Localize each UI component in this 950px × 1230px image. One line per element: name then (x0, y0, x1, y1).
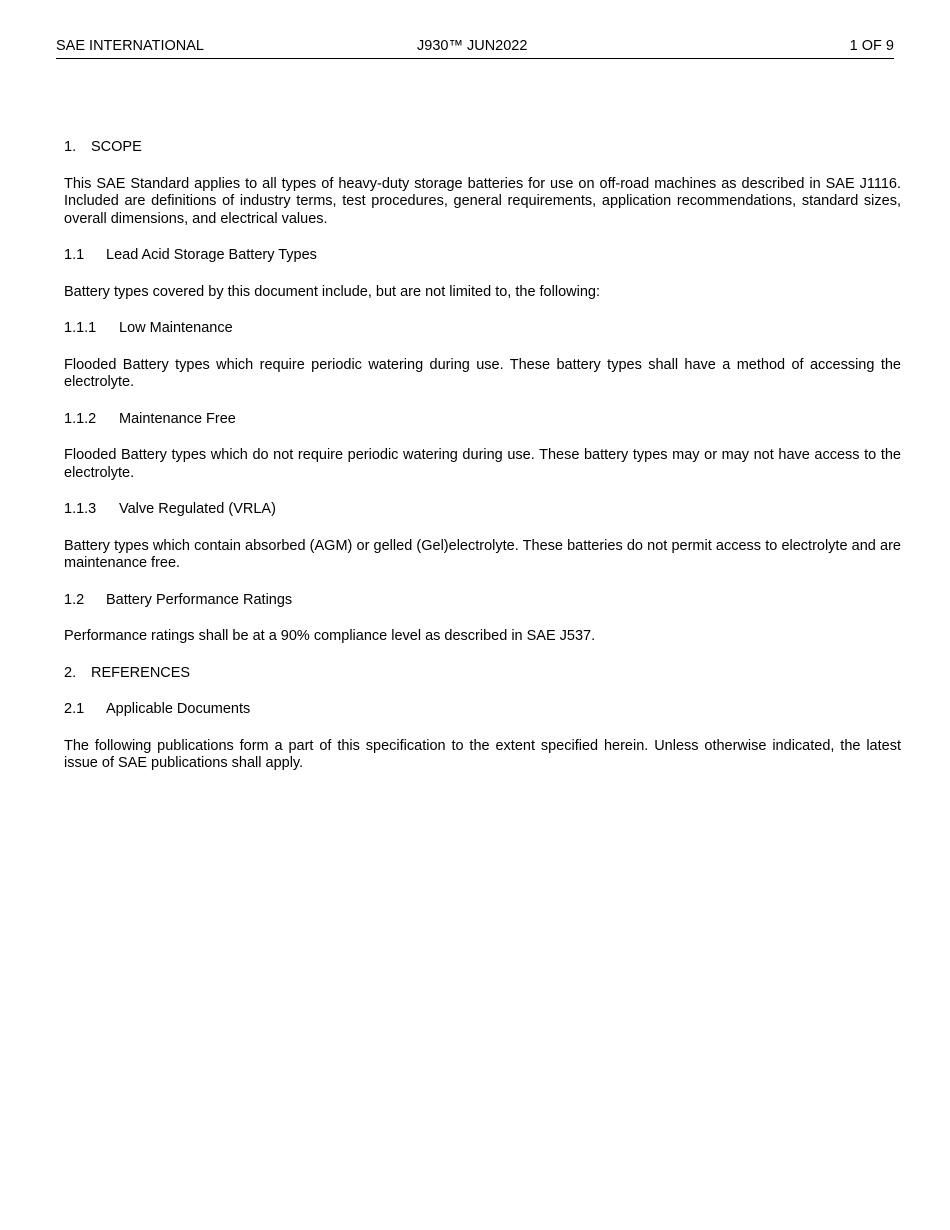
applicable-documents-paragraph: The following publications form a part of this specification to the extent specified herein. Unless otherwise indicated, the latest issue of SAE publications shall apply. (64, 737, 901, 771)
maintenance-free-paragraph: Flooded Battery types which do not require periodic watering during use. These battery types may or may not have access to the electrolyte. (64, 447, 901, 481)
section-title: Lead Acid Storage Battery Types (106, 247, 317, 263)
section-number: 1.2 (64, 591, 85, 608)
section-number: 1.1.2 (64, 410, 97, 427)
header-document-id: J930™ JUN2022 (417, 38, 528, 54)
section-heading-valve-regulated (64, 501, 901, 519)
performance-ratings-paragraph: Performance ratings shall be at a 90% compliance level as described in SAE J537. (64, 628, 596, 644)
section-title: SCOPE (91, 139, 142, 155)
section-heading-applicable-documents (64, 701, 901, 719)
section-number: 1.1 (64, 247, 85, 263)
section-title: REFERENCES (91, 664, 191, 681)
section-heading-references (64, 665, 901, 683)
section-title: Low Maintenance (119, 320, 233, 336)
header-organization: SAE INTERNATIONAL (56, 38, 204, 54)
section-number: 1.1.1 (64, 320, 97, 336)
valve-regulated-paragraph: Battery types which contain absorbed (AGM) or gelled (Gel)electrolyte. These batteries do not permit access to electrolyte and are maintenance free. (64, 537, 901, 571)
scope-paragraph: This SAE Standard applies to all types of heavy-duty storage batteries for use on off-road machines as described in SAE J1116. Included are definitions of industry terms, test procedures, general requirements, application recommendations, standard sizes, overall dimensions, and electrical values. (64, 175, 901, 227)
section-title: Maintenance Free (119, 410, 236, 427)
section-title: Valve Regulated (VRLA) (119, 501, 276, 517)
page-header (56, 38, 894, 59)
section-title: Applicable Documents (106, 701, 251, 717)
section-heading-low-maintenance (64, 320, 901, 338)
battery-types-paragraph: Battery types covered by this document include, but are not limited to, the following: (64, 283, 600, 300)
section-heading-performance-ratings (64, 592, 901, 610)
section-number: 2. (64, 664, 77, 681)
section-heading-maintenance-free (64, 411, 901, 429)
section-number: 1. (64, 139, 77, 155)
section-heading-battery-types (64, 247, 901, 265)
header-page-number: 1 OF 9 (849, 38, 894, 54)
section-number: 2.1 (64, 701, 85, 717)
document-body (64, 139, 901, 792)
section-heading-scope (64, 139, 901, 157)
low-maintenance-paragraph: Flooded Battery types which require periodic watering during use. These battery types shall have a method of accessing the electrolyte. (64, 356, 901, 390)
section-number: 1.1.3 (64, 501, 97, 517)
section-title: Battery Performance Ratings (106, 591, 293, 608)
